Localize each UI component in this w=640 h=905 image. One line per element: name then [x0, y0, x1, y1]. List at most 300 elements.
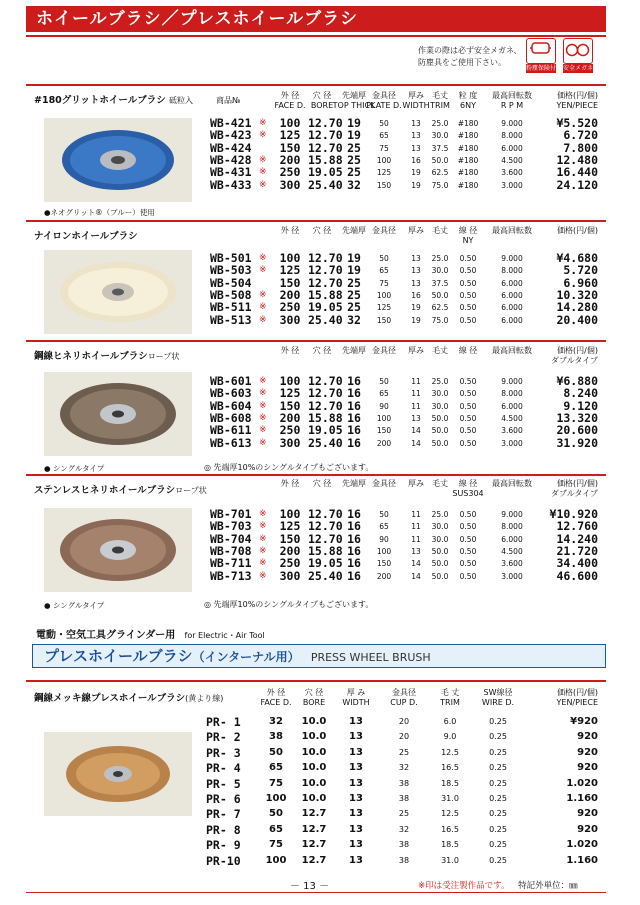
column-header: [538, 226, 598, 236]
cell-bore: 12.70: [308, 398, 343, 413]
cell-face: 250: [279, 300, 301, 315]
table-row: [0, 808, 640, 823]
cell-plate: 200: [376, 438, 392, 448]
order-mark: ※: [259, 412, 267, 423]
order-mark: ※: [259, 558, 267, 569]
cell-wire: 0.25: [489, 824, 507, 834]
cell-bore: 12.70: [308, 374, 343, 388]
section-title: ナイロンホイールブラシ: [34, 231, 138, 242]
order-mark: ※: [259, 154, 267, 165]
cell-w: 14: [411, 438, 421, 448]
cell-rpm: 3.000: [501, 571, 523, 581]
cell-face: 65: [269, 823, 283, 835]
column-header-jp: 先端厚: [342, 91, 366, 100]
order-mark: ※: [259, 302, 267, 313]
cell-cup: 32: [398, 824, 410, 834]
cell-face: 250: [279, 423, 301, 438]
column-header: [482, 226, 542, 236]
cell-w: 13: [349, 808, 363, 820]
cell-rpm: 6.000: [501, 401, 523, 411]
cell-g: 0.50: [459, 401, 477, 411]
cell-trim: 50.0: [431, 546, 449, 556]
cell-rpm: 8.000: [501, 266, 523, 276]
model-number: WB-431: [210, 165, 252, 180]
cell-bore: 12.70: [308, 251, 343, 265]
model-number: PR- 4: [206, 761, 241, 776]
column-header-en: TRIM: [430, 101, 450, 110]
cell-w: 11: [411, 510, 421, 519]
cell-price: 46.600: [556, 568, 598, 583]
model-number: WB-713: [210, 568, 252, 583]
column-header-jp: 外 径: [266, 688, 286, 697]
table-row: [0, 179, 640, 191]
safety-note-line2: 防塵具をご使用下さい。: [418, 58, 506, 67]
section-title-text: 鋼線メッキ線プレスホイールブラシ: [34, 693, 186, 704]
cell-cup: 32: [398, 763, 410, 773]
section-3-header: [0, 346, 640, 368]
column-header: [538, 688, 598, 708]
order-mark: ※: [259, 265, 267, 276]
column-header-jp: 毛丈: [432, 479, 448, 488]
cell-top: 16: [347, 374, 361, 388]
column-header-jp: 金具径: [372, 479, 396, 488]
cell-face: 150: [279, 531, 301, 546]
cell-g: 0.50: [459, 510, 477, 519]
cell-cup: 38: [398, 778, 410, 788]
cell-trim: 50.0: [431, 413, 449, 423]
page-title: ホイールブラシ／プレスホイールブラシ: [26, 6, 606, 32]
table-row: [0, 301, 640, 313]
cell-bore: 25.40: [308, 435, 343, 450]
column-header-en: ダブルタイプ: [551, 489, 598, 498]
footer-unit-note: 特記外単位：㎜: [518, 881, 578, 891]
cell-cup: 20: [398, 717, 410, 726]
cell-bore: 15.88: [308, 543, 343, 558]
cell-bore: 12.70: [308, 128, 343, 143]
press-title-en: PRESS WHEEL BRUSH: [310, 651, 431, 664]
table-row: [0, 824, 640, 839]
cell-plate: 50: [379, 254, 389, 263]
column-header-en: TRIM: [440, 698, 460, 707]
footer-note: [418, 879, 578, 891]
cell-cup: 25: [398, 809, 410, 819]
cell-plate: 125: [376, 303, 392, 313]
tool-usage-label: [36, 626, 265, 641]
cell-top: 25: [347, 300, 361, 315]
cell-face: 100: [265, 854, 287, 866]
cell-price: 20.600: [556, 423, 598, 438]
cell-face: 200: [279, 152, 301, 167]
column-header-jp: 毛丈: [432, 91, 448, 100]
cell-trim: 62.5: [431, 303, 449, 313]
cell-price: 20.400: [556, 312, 598, 327]
table-row: [0, 166, 640, 178]
table-row: [0, 520, 640, 532]
cell-plate: 150: [376, 559, 392, 569]
cell-face: 300: [279, 177, 301, 192]
cell-bore: 19.05: [308, 423, 343, 438]
cell-rpm: 6.000: [501, 315, 523, 325]
cell-wire: 0.25: [489, 763, 507, 773]
cell-plate: 65: [379, 389, 389, 399]
cell-g: 0.50: [459, 290, 477, 300]
column-header-jp: 最高回転数: [492, 346, 532, 355]
model-number: PR- 5: [206, 776, 241, 791]
cell-bore: 12.7: [301, 808, 327, 820]
column-header-jp: 線 径: [458, 226, 478, 235]
order-mark: ※: [259, 167, 267, 178]
cell-g: #180: [457, 180, 479, 190]
cell-trim: 31.0: [441, 855, 459, 865]
table-row: [0, 731, 640, 746]
cell-w: 11: [411, 401, 421, 411]
cell-bore: 10.0: [301, 793, 327, 804]
cell-trim: 31.0: [441, 794, 459, 803]
model-number: WB-501: [210, 251, 252, 265]
table-row: [0, 129, 640, 141]
cell-face: 150: [279, 398, 301, 413]
cell-face: 300: [279, 312, 301, 327]
column-header-en: BORE: [302, 698, 326, 707]
cell-top: 19: [347, 263, 361, 278]
cell-cup: 20: [398, 732, 410, 742]
order-mark: ※: [259, 437, 267, 448]
model-number: PR-10: [206, 853, 241, 868]
cell-top: 25: [347, 275, 361, 290]
cell-face: 38: [269, 731, 283, 743]
cell-face: 100: [265, 793, 287, 804]
cell-trim: 30.0: [431, 131, 449, 141]
model-number: WB-703: [210, 519, 252, 534]
column-header-en: NY: [462, 236, 474, 245]
model-number: WB-603: [210, 386, 252, 401]
cell-cup: 38: [398, 855, 410, 865]
column-header-jp: 穴 径: [304, 688, 324, 697]
cell-w: 13: [411, 266, 421, 276]
section-2-header: [0, 226, 640, 248]
model-number: WB-704: [210, 531, 252, 546]
cell-bore: 12.70: [308, 386, 343, 401]
cell-price: 920: [577, 762, 598, 774]
table-row: [0, 778, 640, 793]
section-1-header: [0, 91, 640, 113]
column-header-jp: 穴 径: [312, 346, 332, 355]
cell-g: 0.50: [459, 546, 477, 556]
cell-g: 0.50: [459, 522, 477, 532]
cell-plate: 150: [376, 315, 392, 325]
cell-plate: 90: [379, 401, 389, 411]
cell-price: 10.320: [556, 287, 598, 302]
cell-g: #180: [457, 168, 479, 178]
safety-glasses-label: 安全メガネ: [563, 65, 594, 72]
cell-rpm: 6.000: [501, 303, 523, 313]
model-number: PR- 9: [206, 838, 241, 853]
cell-trim: 12.5: [441, 809, 459, 819]
cell-bore: 12.70: [308, 116, 343, 130]
column-header-jp: 価格(円/個): [557, 346, 598, 355]
cell-price: 31.920: [556, 435, 598, 450]
cell-rpm: 3.000: [501, 438, 523, 448]
cell-price: 34.400: [556, 556, 598, 571]
cell-price: 13.320: [556, 410, 598, 425]
column-header-jp: 粒 度: [458, 91, 478, 100]
dust-protection-label: 粉塵保険付: [526, 65, 557, 72]
cell-trim: 30.0: [431, 401, 449, 411]
cell-price: 920: [577, 808, 598, 820]
table-row: [0, 716, 640, 731]
cell-plate: 75: [379, 278, 389, 288]
cell-plate: 65: [379, 522, 389, 532]
cell-g: 0.50: [459, 266, 477, 276]
cell-plate: 200: [376, 571, 392, 581]
cell-trim: 18.5: [441, 840, 459, 850]
section-divider: [26, 680, 606, 682]
cell-plate: 90: [379, 534, 389, 544]
cell-rpm: 9.000: [501, 119, 523, 128]
column-header-en: FACE D.: [260, 698, 292, 707]
cell-g: 0.50: [459, 534, 477, 544]
cell-plate: 100: [376, 546, 392, 556]
column-header-en: CUP D.: [390, 698, 418, 707]
cell-bore: 12.70: [308, 531, 343, 546]
cell-plate: 100: [376, 290, 392, 300]
column-header-jp: 金具径: [372, 91, 396, 100]
cell-price: 1.020: [566, 839, 598, 851]
cell-w: 16: [411, 155, 421, 165]
cell-rpm: 3.600: [501, 426, 523, 436]
cell-trim: 75.0: [431, 315, 449, 325]
cell-rpm: 3.600: [501, 168, 523, 178]
table-row: [0, 762, 640, 777]
cell-rpm: 4.500: [501, 413, 523, 423]
table-row: [0, 793, 640, 808]
column-header-jp: 厚み: [408, 479, 424, 488]
column-header-jp: 外 径: [280, 91, 300, 100]
cell-w: 19: [411, 303, 421, 313]
column-header-jp: 線 径: [458, 346, 478, 355]
cell-w: 11: [411, 377, 421, 386]
cell-face: 125: [279, 263, 301, 278]
cell-top: 16: [347, 410, 361, 425]
column-header-jp: 厚み: [408, 91, 424, 100]
cell-w: 19: [411, 168, 421, 178]
order-mark: ※: [259, 130, 267, 141]
section-subtitle: ロープ状: [147, 352, 180, 361]
cell-bore: 12.70: [308, 140, 343, 155]
cell-face: 75: [269, 839, 283, 851]
section-subtitle: 砥粒入: [169, 96, 194, 105]
cell-wire: 0.25: [489, 717, 507, 726]
cell-top: 16: [347, 398, 361, 413]
column-header-en: FACE D.: [274, 101, 306, 110]
cell-price: 14.240: [556, 531, 598, 546]
table-row: [0, 557, 640, 569]
column-header-jp: 厚 み: [346, 688, 366, 697]
cell-w: 14: [411, 571, 421, 581]
cell-price: 14.280: [556, 300, 598, 315]
column-header-jp: 穴 径: [312, 91, 332, 100]
order-mark: ※: [259, 570, 267, 581]
cell-face: 250: [279, 556, 301, 571]
order-mark: ※: [259, 118, 267, 128]
cell-w: 13: [411, 413, 421, 423]
cell-top: 16: [347, 386, 361, 401]
cell-w: 19: [411, 180, 421, 190]
column-header-en: PLATE D.: [366, 101, 402, 110]
model-number: PR- 2: [206, 730, 241, 745]
order-mark: ※: [259, 376, 267, 386]
table-row: [0, 387, 640, 399]
cell-face: 150: [279, 275, 301, 290]
cell-price: 920: [577, 731, 598, 743]
table-row: [0, 314, 640, 326]
cell-top: 25: [347, 152, 361, 167]
column-header-jp: 価格(円/個): [557, 479, 598, 488]
cell-top: 19: [347, 128, 361, 143]
tool-usage-en: for Electric・Air Tool: [184, 631, 265, 640]
cell-top: 25: [347, 140, 361, 155]
column-header-jp: 穴 径: [312, 479, 332, 488]
order-mark: ※: [259, 314, 267, 325]
cell-w: 13: [411, 119, 421, 128]
model-number: WB-613: [210, 435, 252, 450]
section-4-header: [0, 479, 640, 501]
column-header-jp: 価格(円/個): [557, 688, 598, 697]
cell-price: ¥10.920: [549, 507, 598, 521]
cell-face: 300: [279, 435, 301, 450]
cell-face: 200: [279, 287, 301, 302]
section-divider: [26, 84, 606, 86]
cell-top: 19: [347, 116, 361, 130]
cell-price: 1.160: [566, 854, 598, 866]
cell-g: #180: [457, 155, 479, 165]
cell-price: 12.480: [556, 152, 598, 167]
cell-price: 24.120: [556, 177, 598, 192]
cell-rpm: 9.000: [501, 510, 523, 519]
cell-trim: 50.0: [431, 426, 449, 436]
cell-top: 25: [347, 287, 361, 302]
cell-trim: 25.0: [431, 377, 449, 386]
table-row: [0, 855, 640, 870]
cell-price: 16.440: [556, 165, 598, 180]
cell-w: 13: [411, 254, 421, 263]
order-mark: ※: [259, 521, 267, 532]
cell-g: 0.50: [459, 278, 477, 288]
cell-trim: 25.0: [431, 119, 449, 128]
cell-bore: 19.05: [308, 300, 343, 315]
cell-trim: 50.0: [431, 290, 449, 300]
cell-face: 75: [269, 777, 283, 789]
cell-w: 14: [411, 426, 421, 436]
column-header-jp: 金具径: [372, 346, 396, 355]
cell-top: 16: [347, 423, 361, 438]
cell-wire: 0.25: [489, 855, 507, 865]
column-header-jp: 外 径: [280, 346, 300, 355]
cell-price: 21.720: [556, 543, 598, 558]
order-mark: ※: [259, 253, 267, 263]
cell-bore: 10.0: [301, 716, 327, 727]
cell-plate: 100: [376, 155, 392, 165]
section-subtitle: (黄より線): [185, 694, 224, 703]
cell-trim: 16.5: [441, 763, 459, 773]
photo-caption: ●ネオグリット®（ブルー）使用: [44, 208, 155, 217]
cell-bore: 12.7: [301, 823, 327, 835]
cell-g: 0.50: [459, 389, 477, 399]
cell-w: 13: [411, 131, 421, 141]
table-row: [0, 839, 640, 854]
cell-w: 11: [411, 389, 421, 399]
cell-g: 0.50: [459, 413, 477, 423]
cell-price: 9.120: [563, 398, 598, 413]
cell-g: #180: [457, 119, 479, 128]
cell-plate: 65: [379, 266, 389, 276]
cell-g: #180: [457, 143, 479, 153]
cell-w: 13: [411, 143, 421, 153]
cell-trim: 16.5: [441, 824, 459, 834]
cell-plate: 100: [376, 413, 392, 423]
cell-price: 920: [577, 823, 598, 835]
cell-top: 16: [347, 435, 361, 450]
cell-w: 11: [411, 522, 421, 532]
cell-trim: 30.0: [431, 522, 449, 532]
column-header: [538, 91, 598, 111]
cell-g: 0.50: [459, 438, 477, 448]
footer-divider: [26, 892, 606, 893]
cell-face: 50: [269, 808, 283, 820]
cell-plate: 125: [376, 168, 392, 178]
cell-bore: 19.05: [308, 165, 343, 180]
model-number: PR- 1: [206, 715, 241, 729]
tool-usage-jp: 電動・空気工具グラインダー用: [36, 630, 176, 641]
model-number: WB-711: [210, 556, 252, 571]
model-number: WB-611: [210, 423, 252, 438]
cell-top: 19: [347, 251, 361, 265]
cell-face: 125: [279, 128, 301, 143]
cell-price: 8.240: [563, 386, 598, 401]
cell-top: 16: [347, 531, 361, 546]
cell-w: 13: [349, 839, 363, 851]
column-header-en: WIRE D.: [481, 698, 515, 707]
cell-face: 100: [279, 507, 301, 521]
model-number: WB-421: [210, 116, 252, 130]
cell-face: 50: [269, 746, 283, 758]
cell-g: 0.50: [459, 559, 477, 569]
cell-wire: 0.25: [489, 732, 507, 742]
cell-bore: 12.70: [308, 275, 343, 290]
cell-top: 16: [347, 543, 361, 558]
cell-trim: 50.0: [431, 438, 449, 448]
column-header-jp: SW線径: [483, 688, 513, 697]
column-header: [482, 346, 542, 356]
section-note: ◎ 先端厚10%のシングルタイプもございます。: [204, 463, 374, 472]
cell-w: 13: [349, 716, 363, 727]
order-mark: ※: [259, 179, 267, 190]
column-header-jp: 最高回転数: [492, 226, 532, 235]
photo-caption: ● シングルタイプ: [44, 464, 105, 473]
column-header-en: 6NY: [460, 101, 476, 110]
cell-bore: 25.40: [308, 568, 343, 583]
cell-trim: 50.0: [431, 155, 449, 165]
cell-w: 13: [349, 746, 363, 758]
model-number: WB-601: [210, 374, 252, 388]
column-header-en: SUS304: [452, 489, 484, 498]
cell-rpm: 6.000: [501, 143, 523, 153]
column-header-jp: 毛丈: [432, 226, 448, 235]
cell-trim: 12.5: [441, 747, 459, 757]
cell-plate: 75: [379, 143, 389, 153]
model-number: WB-423: [210, 128, 252, 143]
cell-trim: 37.5: [431, 278, 449, 288]
